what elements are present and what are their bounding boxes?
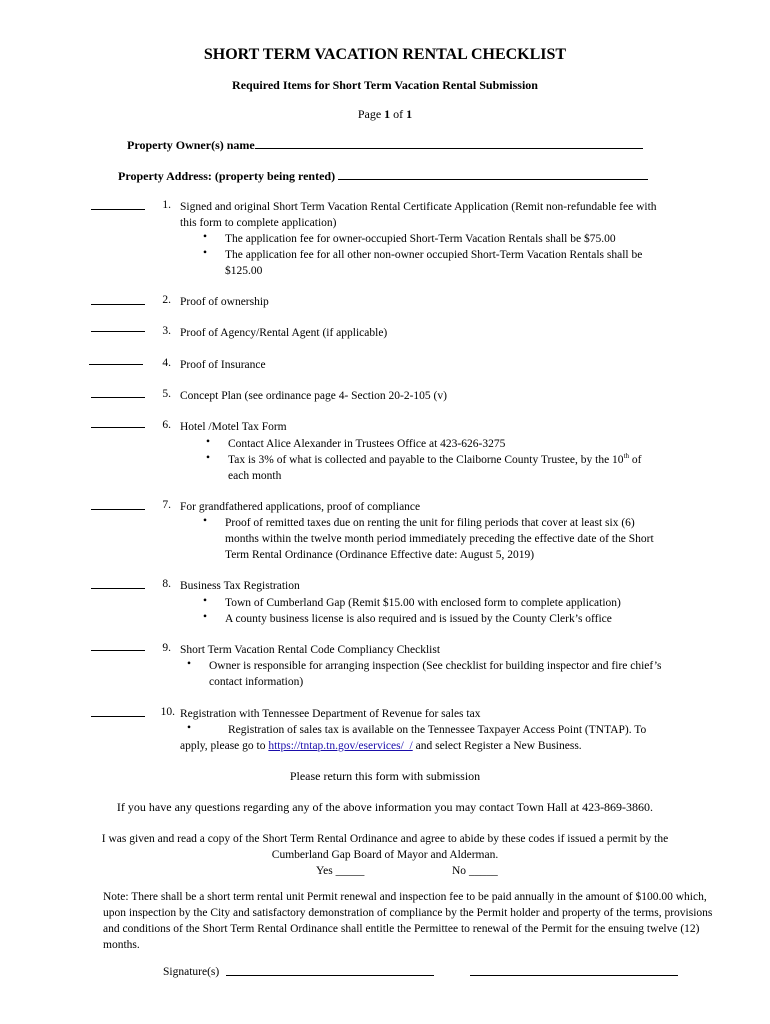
item-9-bullet-1: Owner is responsible for arranging inspection (See checklist for building inspector and fire chief’s contact information) bbox=[209, 660, 662, 688]
item-4-check-blank[interactable] bbox=[89, 364, 143, 365]
property-address-input[interactable] bbox=[338, 168, 648, 180]
item-5-text: Concept Plan (see ordinance page 4- Section 20-2-105 (v) bbox=[180, 390, 447, 402]
item-1-bullet-1: The application fee for owner-occupied Short-Term Vacation Rentals shall be $75.00 bbox=[225, 233, 616, 245]
item-5-number: 5. bbox=[162, 388, 171, 400]
item-8-number: 8. bbox=[162, 578, 171, 590]
bullet-icon: • bbox=[186, 722, 192, 734]
item-10-bullet-1-line-1: Registration of sales tax is available on the Tennessee Taxpayer Access Point (TNTAP). To bbox=[228, 724, 647, 736]
signature-label: Signature(s) bbox=[163, 966, 220, 978]
yes-option[interactable]: Yes _____ bbox=[316, 865, 365, 877]
item-1-text: Signed and original Short Term Vacation Rental Certificate Application (Remit non-refundable fee with this form to complete application) bbox=[180, 201, 657, 229]
item-8-bullet-2: A county business license is also required and is issued by the County Clerk’s office bbox=[225, 613, 612, 625]
item-10-text: Registration with Tennessee Department of Revenue for sales tax bbox=[180, 708, 481, 720]
document-subtitle: Required Items for Short Term Vacation Rental Submission bbox=[232, 78, 538, 92]
bullet-icon: • bbox=[202, 611, 208, 623]
return-note: Please return this form with submission bbox=[289, 769, 481, 783]
page-number: Page 1 of 1 bbox=[357, 107, 413, 121]
bullet-icon: • bbox=[205, 452, 211, 464]
bullet-icon: • bbox=[202, 231, 208, 243]
bullet-icon: • bbox=[202, 247, 208, 259]
item-3-number: 3. bbox=[162, 325, 171, 337]
item-9-number: 9. bbox=[162, 642, 171, 654]
item-6-check-blank[interactable] bbox=[91, 427, 145, 428]
bullet-icon: • bbox=[205, 436, 211, 448]
item-1-bullet-2: The application fee for all other non-owner occupied Short-Term Vacation Rentals shall be $125.00 bbox=[225, 249, 643, 277]
owner-name-label: Property Owner(s) name bbox=[127, 138, 255, 152]
item-10-number: 10. bbox=[160, 706, 175, 718]
owner-name-input[interactable] bbox=[255, 137, 643, 149]
property-address-field bbox=[118, 168, 648, 184]
owner-name-field bbox=[127, 137, 643, 153]
item-8-check-blank[interactable] bbox=[91, 588, 145, 589]
item-2-check-blank[interactable] bbox=[91, 304, 145, 305]
tntap-link[interactable]: https://tntap.tn.gov/eservices/_/ bbox=[268, 740, 413, 752]
property-address-label: Property Address: (property being rented) bbox=[118, 169, 336, 183]
bullet-icon: • bbox=[186, 658, 192, 670]
item-4-number: 4. bbox=[162, 357, 171, 369]
item-8-text: Business Tax Registration bbox=[180, 580, 300, 592]
item-6-text: Hotel /Motel Tax Form bbox=[180, 421, 287, 433]
item-7-number: 7. bbox=[162, 499, 171, 511]
item-7-text: For grandfathered applications, proof of compliance bbox=[180, 501, 421, 513]
item-10-check-blank[interactable] bbox=[91, 716, 145, 717]
no-option[interactable]: No _____ bbox=[452, 865, 498, 877]
signature-line-1[interactable] bbox=[226, 975, 434, 976]
item-4-text: Proof of Insurance bbox=[180, 359, 266, 371]
item-9-text: Short Term Vacation Rental Code Compliancy Checklist bbox=[180, 644, 441, 656]
item-3-check-blank[interactable] bbox=[91, 331, 145, 332]
item-6-bullet-2: Tax is 3% of what is collected and payable to the Claiborne County Trustee, by the 10th of each month bbox=[228, 452, 642, 482]
signature-line-2[interactable] bbox=[470, 975, 678, 976]
questions-note: If you have any questions regarding any of the above information you may contact Town Hall at 423-869-3860. bbox=[116, 800, 654, 814]
bullet-icon: • bbox=[202, 595, 208, 607]
item-2-text: Proof of ownership bbox=[180, 296, 269, 308]
item-2-number: 2. bbox=[162, 294, 171, 306]
item-1-check-blank[interactable] bbox=[91, 209, 145, 210]
item-1-number: 1. bbox=[162, 199, 171, 211]
renewal-note: Note: There shall be a short term rental unit Permit renewal and inspection fee to be paid annually in the amount of $100.00 which, upon inspection by the City and satisfactory demonstration of compliance by the Permit holder and property of the terms, provisions and conditions of the Short Term Rental Ordinance shall entitle the Permittee to renewal of the Permit for the ensuing twelve (12) months. bbox=[103, 891, 713, 951]
item-7-check-blank[interactable] bbox=[91, 509, 145, 510]
item-6-bullet-1: Contact Alice Alexander in Trustees Office at 423-626-3275 bbox=[228, 438, 506, 450]
item-6-number: 6. bbox=[162, 419, 171, 431]
item-10-bullet-1-line-2: apply, please go to https://tntap.tn.gov/eservices/_/ and select Register a New Business. bbox=[180, 740, 582, 752]
document-title: SHORT TERM VACATION RENTAL CHECKLIST bbox=[203, 46, 567, 63]
item-5-check-blank[interactable] bbox=[91, 397, 145, 398]
item-9-check-blank[interactable] bbox=[91, 650, 145, 651]
item-3-text: Proof of Agency/Rental Agent (if applicable) bbox=[180, 327, 388, 339]
item-7-bullet-1: Proof of remitted taxes due on renting the unit for filing periods that cover at least six (6) months within the twelve month period immediately preceding the effective date of the Short Term Rental Ordinance (Ordinance Effective date: August 5, 2019) bbox=[225, 517, 654, 561]
item-8-bullet-1: Town of Cumberland Gap (Remit $15.00 with enclosed form to complete application) bbox=[225, 597, 621, 609]
bullet-icon: • bbox=[202, 515, 208, 527]
agreement-text: I was given and read a copy of the Short Term Rental Ordinance and agree to abide by these codes if issued a permit by the Cumberland Gap Board of Mayor and Alderman. bbox=[101, 833, 669, 861]
